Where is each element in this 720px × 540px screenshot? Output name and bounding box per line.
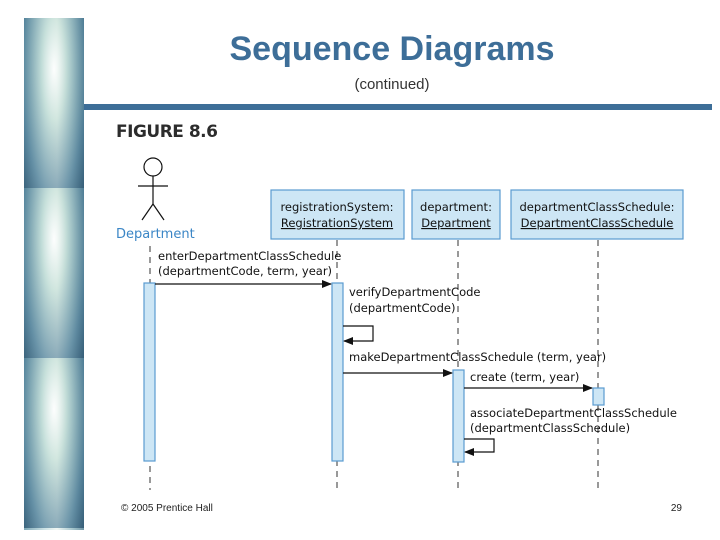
message-label: create (term, year)	[470, 370, 580, 384]
object-box-department-class-schedule	[511, 190, 683, 239]
object-class: Department	[421, 216, 491, 230]
message-arrow-associate-schedule	[464, 439, 494, 452]
object-class: DepartmentClassSchedule	[520, 216, 674, 230]
activation-bar-department	[453, 370, 464, 462]
message-arrow-verify-code	[343, 326, 373, 341]
activation-bar-department-class-schedule	[593, 388, 604, 405]
activation-bar-actor	[144, 283, 155, 461]
object-name: department:	[420, 200, 492, 214]
message-label: (departmentCode, term, year)	[158, 264, 333, 278]
actor-stick-figure	[138, 158, 168, 220]
message-label: (departmentCode)	[349, 301, 456, 315]
object-box-registration-system	[271, 190, 404, 239]
actor-label: Department	[116, 227, 195, 242]
figure-label: FIGURE 8.6	[116, 122, 218, 142]
slide-subtitle: (continued)	[354, 76, 430, 93]
message-label: enterDepartmentClassSchedule	[158, 249, 342, 263]
object-name: departmentClassSchedule:	[519, 200, 675, 214]
object-class: RegistrationSystem	[280, 216, 394, 230]
slide-title: Sequence Diagrams	[229, 30, 555, 68]
message-label: makeDepartmentClassSchedule (term, year)	[349, 350, 607, 364]
message-label: associateDepartmentClassSchedule	[470, 406, 677, 420]
object-box-department	[412, 190, 500, 239]
activation-bar-registration-system	[332, 283, 343, 461]
message-label: verifyDepartmentCode	[349, 285, 481, 299]
object-name: registrationSystem:	[280, 200, 394, 214]
footer-copyright: © 2005 Prentice Hall	[121, 503, 213, 514]
page-number: 29	[670, 503, 682, 514]
message-label: (departmentClassSchedule)	[470, 421, 631, 435]
